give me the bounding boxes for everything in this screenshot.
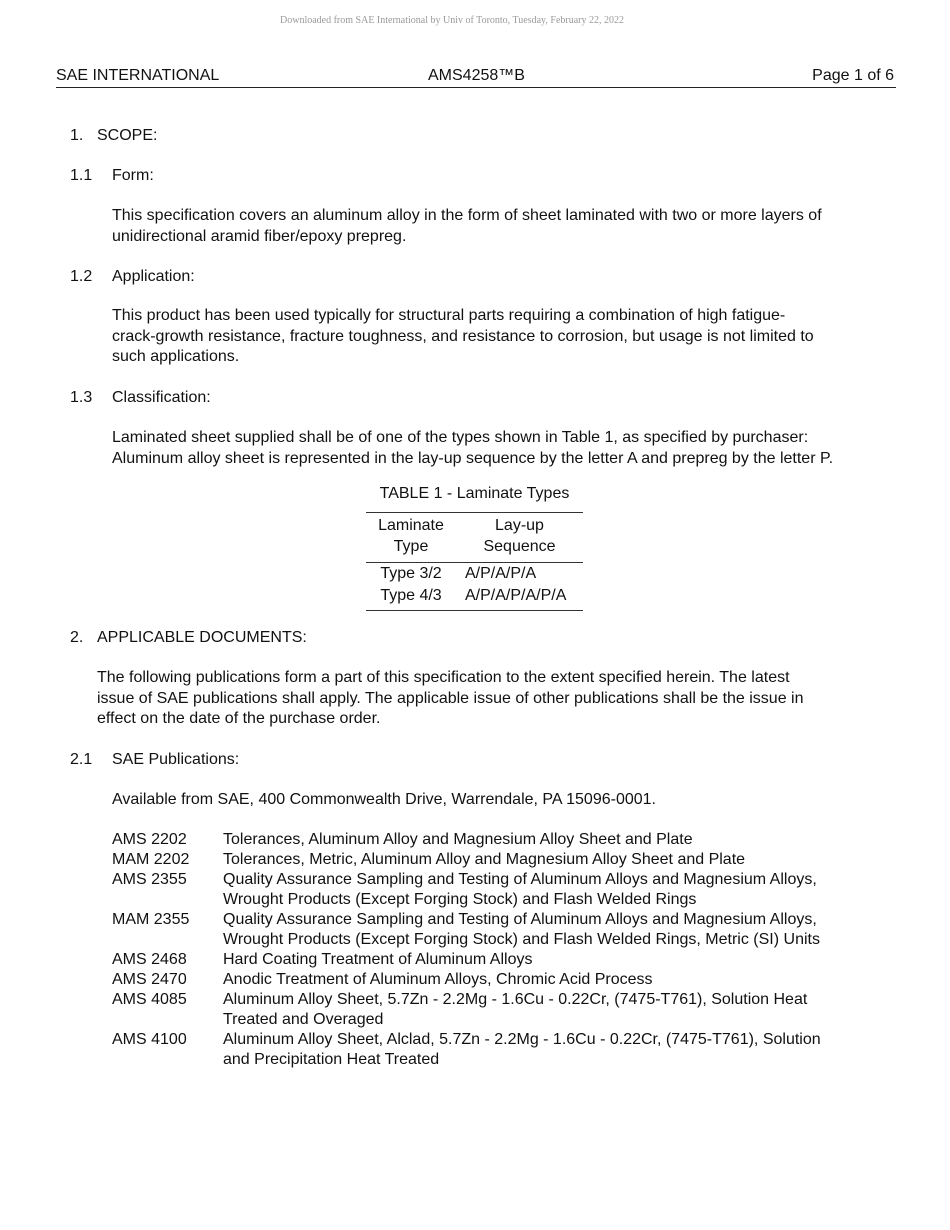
paragraph-line: Available from SAE, 400 Commonwealth Drive, Warrendale, PA 15096-0001. xyxy=(112,791,656,808)
reference-title-continued: Wrought Products (Except Forging Stock) and Flash Welded Rings, Metric (SI) Units xyxy=(223,931,820,948)
header-line: Lay-up xyxy=(495,517,544,534)
section-2-paragraph xyxy=(97,668,917,730)
page-header xyxy=(56,66,896,88)
section-2-number: 2. xyxy=(70,629,84,646)
section-2-1-title: SAE Publications: xyxy=(112,751,240,768)
header-line: Sequence xyxy=(483,537,556,555)
section-1-1-paragraph xyxy=(112,206,912,247)
paragraph-line: crack-growth resistance, fracture toughness, and resistance to corrosion, but usage is not limited to xyxy=(112,327,814,345)
reference-title: Quality Assurance Sampling and Testing of Aluminum Alloys and Magnesium Alloys, xyxy=(223,871,817,888)
table-header-layup-sequence xyxy=(466,516,573,557)
reference-code: AMS 2355 xyxy=(112,871,187,888)
paragraph-line: The following publications form a part of this specification to the extent specified herein. The latest xyxy=(97,669,790,686)
section-1-2-number: 1.2 xyxy=(70,268,93,285)
reference-item xyxy=(112,990,902,1030)
reference-item xyxy=(112,850,902,870)
paragraph-line: unidirectional aramid fiber/epoxy prepreg. xyxy=(112,227,407,245)
section-1-2-paragraph xyxy=(112,306,912,368)
reference-title: Aluminum Alloy Sheet, Alclad, 5.7Zn - 2.2Mg - 1.6Cu - 0.22Cr, (7475-T761), Solution xyxy=(223,1031,821,1048)
header-line: Laminate xyxy=(378,517,444,534)
reference-item xyxy=(112,970,902,990)
table-header-laminate-type xyxy=(366,516,456,557)
cell-sequence: A/P/A/P/A/P/A xyxy=(465,587,567,604)
section-2-title: APPLICABLE DOCUMENTS: xyxy=(97,629,307,646)
section-1-2-title: Application: xyxy=(112,268,195,285)
reference-item xyxy=(112,830,902,850)
table-body xyxy=(366,563,583,611)
reference-title: Anodic Treatment of Aluminum Alloys, Chromic Acid Process xyxy=(223,971,653,988)
paragraph-line: effect on the date of the purchase order. xyxy=(97,710,381,727)
laminate-types-table xyxy=(366,484,583,611)
section-2-1-paragraph xyxy=(112,790,912,811)
header-org: SAE INTERNATIONAL xyxy=(56,67,220,84)
paragraph-line: Aluminum alloy sheet is represented in the lay-up sequence by the letter A and prepreg by the letter P. xyxy=(112,449,834,467)
reference-title: Tolerances, Metric, Aluminum Alloy and Magnesium Alloy Sheet and Plate xyxy=(223,851,746,868)
section-1-3-title: Classification: xyxy=(112,389,211,406)
section-1-3-number: 1.3 xyxy=(70,389,93,406)
table-row xyxy=(366,564,583,586)
table-row xyxy=(366,586,583,608)
section-2-1-number: 2.1 xyxy=(70,751,93,768)
reference-code: MAM 2355 xyxy=(112,911,190,928)
reference-title-continued: Wrought Products (Except Forging Stock) and Flash Welded Rings xyxy=(223,891,697,908)
header-page-number: Page 1 of 6 xyxy=(812,67,894,84)
reference-title: Hard Coating Treatment of Aluminum Alloys xyxy=(223,951,533,968)
header-line: Type xyxy=(393,537,429,555)
reference-item xyxy=(112,910,902,950)
reference-title: Tolerances, Aluminum Alloy and Magnesium Alloy Sheet and Plate xyxy=(223,831,693,848)
table-caption: TABLE 1 - Laminate Types xyxy=(379,485,570,502)
section-1-1-number: 1.1 xyxy=(70,167,93,184)
reference-item xyxy=(112,870,902,910)
header-doc-id: AMS4258™B xyxy=(428,67,525,84)
reference-item xyxy=(112,1030,902,1070)
section-1-number: 1. xyxy=(70,127,84,144)
section-1-1-title: Form: xyxy=(112,167,154,184)
section-1-3-paragraph xyxy=(112,428,932,469)
reference-list xyxy=(112,830,902,1070)
reference-code: AMS 2470 xyxy=(112,971,187,988)
reference-code: AMS 4100 xyxy=(112,1031,187,1048)
section-1-title: SCOPE: xyxy=(97,127,158,144)
reference-code: AMS 2468 xyxy=(112,951,187,968)
reference-title: Quality Assurance Sampling and Testing of Aluminum Alloys and Magnesium Alloys, xyxy=(223,911,817,928)
table-header-row xyxy=(366,512,583,563)
cell-type: Type 4/3 xyxy=(380,587,442,604)
reference-title-continued: Treated and Overaged xyxy=(223,1011,384,1028)
cell-type: Type 3/2 xyxy=(380,565,442,582)
paragraph-line: such applications. xyxy=(112,348,240,365)
download-watermark: Downloaded from SAE International by Univ of Toronto, Tuesday, February 22, 2022 xyxy=(280,15,624,26)
paragraph-line: This specification covers an aluminum alloy in the form of sheet laminated with two or more layers of xyxy=(112,207,822,224)
paragraph-line: issue of SAE publications shall apply. The applicable issue of other publications shall be the issue in xyxy=(97,689,804,707)
reference-title: Aluminum Alloy Sheet, 5.7Zn - 2.2Mg - 1.6Cu - 0.22Cr, (7475-T761), Solution Heat xyxy=(223,991,808,1008)
reference-item xyxy=(112,950,902,970)
reference-code: MAM 2202 xyxy=(112,851,190,868)
paragraph-line: Laminated sheet supplied shall be of one of the types shown in Table 1, as specified by purchaser: xyxy=(112,429,809,446)
reference-code: AMS 2202 xyxy=(112,831,187,848)
reference-title-continued: and Precipitation Heat Treated xyxy=(223,1051,440,1068)
cell-sequence: A/P/A/P/A xyxy=(465,565,537,582)
reference-code: AMS 4085 xyxy=(112,991,187,1008)
paragraph-line: This product has been used typically for structural parts requiring a combination of high fatigue- xyxy=(112,307,786,324)
